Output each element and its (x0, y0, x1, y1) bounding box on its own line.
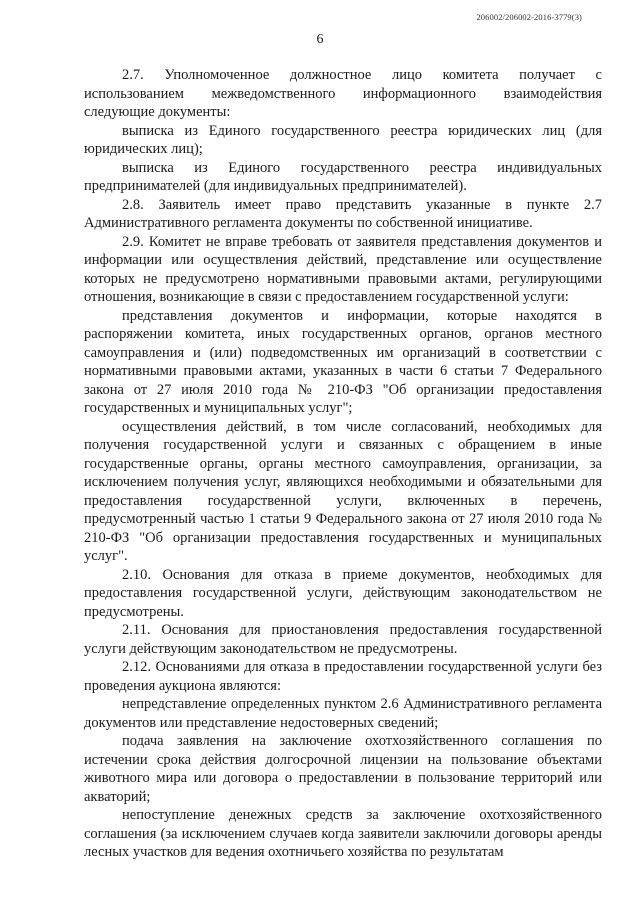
list-item-actions: осуществления действий, в том числе согласований, необходимых для получения государственной услуги и связанных с обращением в иные государственные органы, органы местного самоуправления, организации, за исключением получения услуг, являющихся необходимыми и обязательными для предоставления государственной услуги, включенных в перечень, предусмотренный частью 1 статьи 9 Федерального закона от 27 июля 2010 года № 210-ФЗ "Об организации предоставления государственных и муниципальных услуг". (84, 418, 602, 564)
document-id: 206002/206002-2016-3779(3) (476, 12, 582, 22)
paragraph-2-10: 2.10. Основания для отказа в приеме документов, необходимых для предоставления государственной услуги, действующим законодательством не предусмотрены. (84, 566, 602, 620)
list-item-documents-info: представления документов и информации, которые находятся в распоряжении комитета, иных государственных органов, органов местного самоуправления и (или) подведомственных им организаций в соответствии с нормативными правовыми актами, указанных в части 6 статьи 7 Федерального закона от 27 июля 2010 года № 210-ФЗ "Об организации предоставления государственных и муниципальных услуг"; (84, 307, 602, 416)
document-body (84, 66, 602, 862)
paragraph-2-7: 2.7. Уполномоченное должностное лицо комитета получает с использованием межведомственного информационного взаимодействия следующие документы: (84, 67, 602, 120)
paragraph-2-9: 2.9. Комитет не вправе требовать от заявителя представления документов и информации или осуществления действий, представление или осуществление которых не предусмотрено нормативными правовыми актами, регулирующими отношения, возникающие в связи с предоставлением государственной услуги: (84, 233, 602, 305)
paragraph-2-11: 2.11. Основания для приостановления предоставления государственной услуги действующим законодательством не предусмотрены. (84, 622, 602, 657)
list-item-late-application: подача заявления на заключение охотхозяйственного соглашения по истечении срока действия долгосрочной лицензии на пользование объектами животного мира или договора о предоставлении в пользование территорий или акваторий; (84, 733, 602, 805)
list-item-entrepreneurs-extract: выписка из Единого государственного реестра индивидуальных предпринимателей (для индивидуальных предпринимателей). (84, 159, 602, 194)
page-number: 6 (316, 32, 324, 47)
list-item-non-payment: непоступление денежных средств за заключение охотхозяйственного соглашения (за исключением случаев когда заявители заключили договоры аренды лесных участков для ведения охотничьего хозяйства по результатам (84, 807, 602, 860)
paragraph-2-8: 2.8. Заявитель имеет право представить указанные в пункте 2.7 Административного регламента документы по собственной инициативе. (84, 196, 602, 231)
list-item-non-submission: непредставление определенных пунктом 2.6 Административного регламента документов или представление недостоверных сведений; (84, 696, 602, 731)
list-item-legal-entities-extract: выписка из Единого государственного реестра юридических лиц (для юридических лиц); (84, 122, 602, 157)
paragraph-2-12: 2.12. Основаниями для отказа в предоставлении государственной услуги без проведения аукциона являются: (84, 659, 602, 694)
